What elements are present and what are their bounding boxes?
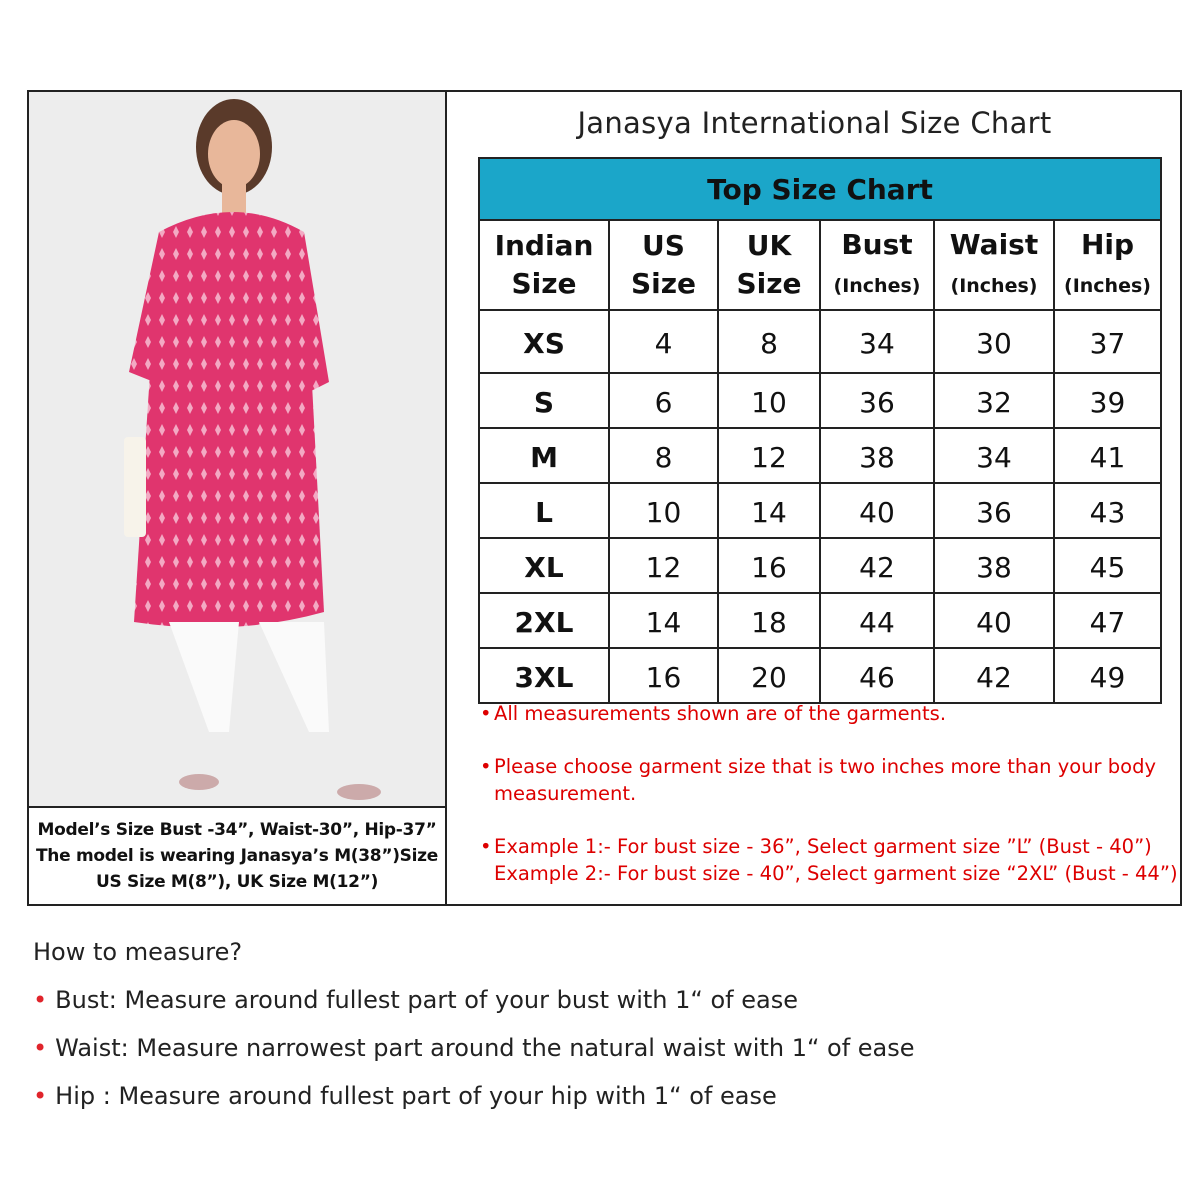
how-to-title: How to measure? [33, 938, 243, 966]
note-text: Example 2:- For bust size - 40”, Select garment size “2XL” (Bust - 44”) [494, 862, 1178, 885]
size-table [478, 157, 1162, 704]
table-cell: 16 [609, 648, 718, 703]
table-cell: 44 [820, 593, 934, 648]
table-cell: 18 [718, 593, 820, 648]
table-cell: 40 [820, 483, 934, 538]
table-cell: 34 [934, 428, 1054, 483]
model-panel [27, 90, 447, 906]
column-header: UK Size [718, 220, 820, 310]
bullet-icon: • [33, 986, 48, 1014]
table-row [479, 373, 1161, 428]
table-cell: 36 [820, 373, 934, 428]
table-row [479, 483, 1161, 538]
table-cell: 49 [1054, 648, 1161, 703]
table-cell: 36 [934, 483, 1054, 538]
measure-item: • Bust: Measure around fullest part of your bust with 1“ of ease [33, 986, 798, 1014]
caption-line: The model is wearing Janasya’s M(38”)Size [36, 846, 438, 866]
table-row [479, 538, 1161, 593]
table-cell: 42 [820, 538, 934, 593]
note-text: Example 1:- For bust size - 36”, Select garment size ”L” (Bust - 40”) [494, 835, 1152, 858]
table-cell: XL [479, 538, 609, 593]
table-cell: 16 [718, 538, 820, 593]
table-row [479, 648, 1161, 703]
table-cell: S [479, 373, 609, 428]
table-cell: 8 [609, 428, 718, 483]
table-cell: 3XL [479, 648, 609, 703]
table-cell: 39 [1054, 373, 1161, 428]
table-cell: 14 [718, 483, 820, 538]
table-cell: 40 [934, 593, 1054, 648]
table-cell: 38 [820, 428, 934, 483]
bullet-icon: • [33, 1082, 48, 1110]
bullet-icon: • [33, 1034, 48, 1062]
table-cell: 8 [718, 310, 820, 373]
model-photo [29, 92, 445, 808]
table-cell: 4 [609, 310, 718, 373]
table-cell: 42 [934, 648, 1054, 703]
column-header: Waist (Inches) [934, 220, 1054, 310]
note-text: Please choose garment size that is two inches more than your body measurement. [494, 755, 1156, 805]
table-cell: 46 [820, 648, 934, 703]
table-cell: 37 [1054, 310, 1161, 373]
table-cell: 38 [934, 538, 1054, 593]
table-row [479, 593, 1161, 648]
column-header: Bust (Inches) [820, 220, 934, 310]
model-size-caption [29, 808, 445, 904]
caption-line: US Size M(8”), UK Size M(12”) [95, 872, 379, 892]
table-cell: 47 [1054, 593, 1161, 648]
column-header: US Size [609, 220, 718, 310]
table-cell: 12 [718, 428, 820, 483]
table-cell: 43 [1054, 483, 1161, 538]
table-cell: 6 [609, 373, 718, 428]
table-cell: 12 [609, 538, 718, 593]
table-cell: L [479, 483, 609, 538]
note-item: • Please choose garment size that is two inches more than your body measurement. [480, 753, 1170, 807]
table-cell: 41 [1054, 428, 1161, 483]
table-cell: 34 [820, 310, 934, 373]
table-cell: XS [479, 310, 609, 373]
column-header: Indian Size [479, 220, 609, 310]
note-text: All measurements shown are of the garments. [494, 702, 947, 725]
table-title: Top Size Chart [479, 158, 1161, 220]
table-cell: 14 [609, 593, 718, 648]
note-item: • All measurements shown are of the garments. [480, 702, 947, 725]
table-cell: 30 [934, 310, 1054, 373]
table-cell: 45 [1054, 538, 1161, 593]
table-cell: 2XL [479, 593, 609, 648]
table-cell: 10 [718, 373, 820, 428]
how-to-measure [33, 928, 915, 1120]
column-header: Hip (Inches) [1054, 220, 1161, 310]
table-cell: M [479, 428, 609, 483]
table-cell: 32 [934, 373, 1054, 428]
chart-title: Janasya International Size Chart [577, 106, 1052, 140]
measure-item: • Hip : Measure around fullest part of your hip with 1“ of ease [33, 1082, 777, 1110]
table-cell: 20 [718, 648, 820, 703]
table-row [479, 428, 1161, 483]
table-row [479, 310, 1161, 373]
note-item: • Example 1:- For bust size - 36”, Select garment size ”L” (Bust - 40”) Example 2:- For bust size - 40”, Select garment size “2XL” (Bust - 44”) [480, 835, 1178, 885]
measure-item: • Waist: Measure narrowest part around the natural waist with 1“ of ease [33, 1034, 915, 1062]
caption-line: Model’s Size Bust -34”, Waist-30”, Hip-37” [37, 820, 437, 840]
table-cell: 10 [609, 483, 718, 538]
